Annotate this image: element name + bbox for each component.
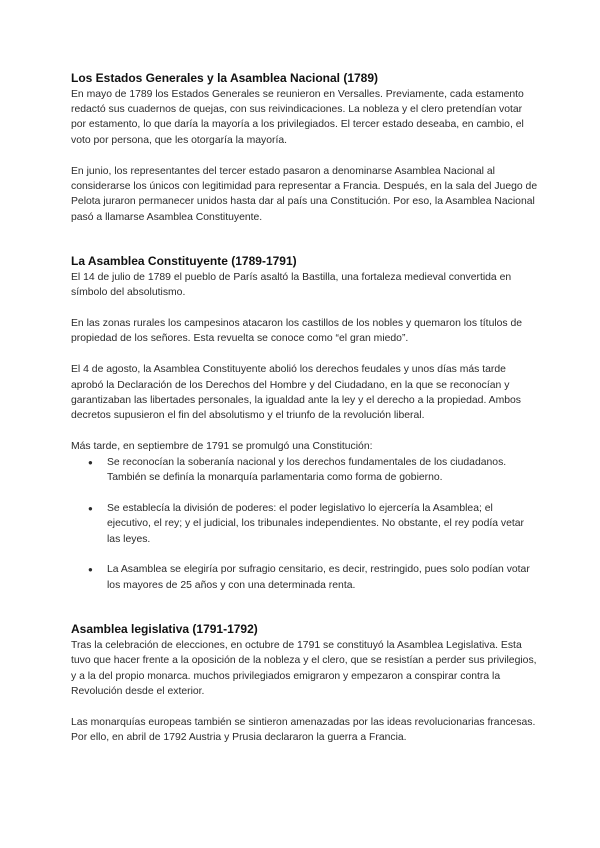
bullet-dot-icon: ●	[88, 565, 93, 575]
list-item	[71, 562, 539, 593]
list-item-text: Se establecía la división de poderes: el poder legislativo lo ejercería la Asamblea; el ejecutivo, el rey; y el judicial, los tribunales independientes. No obstante, el rey podía vetar las leyes.	[107, 502, 525, 545]
list-item-text: Se reconocían la soberanía nacional y los derechos fundamentales de los ciudadanos. También se definía la monarquía parlamentaria como forma de gobierno.	[107, 456, 507, 484]
bullet-dot-icon: ●	[88, 457, 93, 467]
list-item-text: La Asamblea se elegiría por sufragio censitario, es decir, restringido, pues solo podían votar los mayores de 25 años y con una determinada renta.	[107, 564, 530, 591]
paragraph: En junio, los representantes del tercer estado pasaron a denominarse Asamblea Nacional al considerarse los únicos con legitimidad para representar a Francia. Después, en la sala del Juego de Pelota juraron permanecer unidos hasta dar al país una Constitución. Por eso, la Asamblea Nacional pasó a llamarse Asamblea Constituyente.	[71, 165, 538, 223]
bullet-dot-icon: ●	[88, 503, 93, 513]
paragraph: El 14 de julio de 1789 el pueblo de París asaltó la Bastilla, una fortaleza medieval convertida en símbolo del absolutismo.	[71, 271, 512, 299]
paragraph: Las monarquías europeas también se sintieron amenazadas por las ideas revolucionarias francesas. Por ello, en abril de 1792 Austria y Prusia declararon la guerra a Francia.	[71, 716, 536, 744]
document-body	[71, 71, 539, 746]
paragraph: Tras la celebración de elecciones, en octubre de 1791 se constituyó la Asamblea Legislativa. Esta tuvo que hacer frente a la oposición de la nobleza y el clero, que se resistían a perder sus privilegios, y a la del propio monarca. muchos privilegiados emigraron y empezaron a conspirar contra la Revolución desde el exterior.	[71, 639, 537, 698]
paragraph: Más tarde, en septiembre de 1791 se promulgó una Constitución:	[71, 441, 373, 453]
section-estados-generales	[71, 71, 539, 225]
paragraph: El 4 de agosto, la Asamblea Constituyente abolió los derechos feudales y unos días más tarde aprobó la Declaración de los Derechos del Hombre y del Ciudadano, en la que se reconocían y garantizaban las libertades personales, la igualdad ante la ley y el derecho a la propiedad. Ambos decretos supusieron el fin del absolutismo y el triunfo de la revolución liberal.	[71, 364, 521, 422]
section-heading: Asamblea legislativa (1791-1792)	[71, 622, 258, 637]
list-item	[71, 455, 539, 486]
section-asamblea-legislativa	[71, 622, 539, 745]
list-item	[71, 501, 539, 547]
paragraph: En las zonas rurales los campesinos atacaron los castillos de los nobles y quemaron los títulos de propiedad de los señores. Esta revuelta se conoce como “el gran miedo”.	[71, 318, 523, 345]
section-heading: Los Estados Generales y la Asamblea Nacional (1789)	[71, 71, 379, 85]
paragraph: En mayo de 1789 los Estados Generales se reunieron en Versalles. Previamente, cada estamento redactó sus cuadernos de quejas, con sus reivindicaciones. La nobleza y el clero pretendían votar por estamento, lo que daría la mayoría a los privilegiados. El tercer estado deseaba, en cambio, el voto por persona, que les otorgaría la mayoría.	[71, 88, 524, 146]
section-asamblea-constituyente	[71, 254, 539, 593]
constitution-bullet-list	[71, 455, 539, 594]
section-heading: La Asamblea Constituyente (1789-1791)	[71, 254, 297, 269]
